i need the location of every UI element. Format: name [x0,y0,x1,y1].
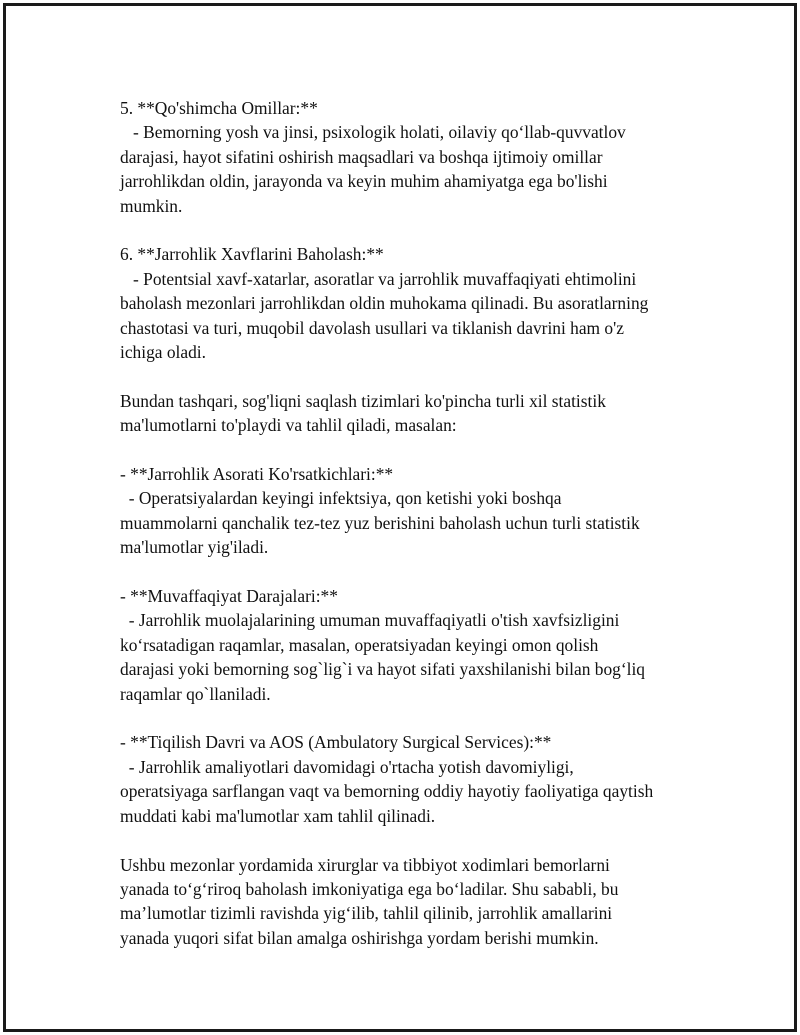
paragraph-line: - Potentsial xavf-xatarlar, asoratlar va jarrohlik muvaffaqiyati ehtimolini [120,268,637,289]
paragraph-line: chastotasi va turi, muqobil davolash usullari va tiklanish davrini ham o'z [120,317,624,338]
section-heading: 6. **Jarrohlik Xavflarini Baholash:** [120,244,384,265]
paragraph-line: muddati kabi ma'lumotlar xam tahlil qilinadi. [120,805,436,826]
paragraph-line: Bundan tashqari, sog'liqni saqlash tizimlari ko'pincha turli xil statistik [120,390,606,411]
paragraph-line: muammolarni qanchalik tez-tez yuz berishini baholash uchun turli statistik [120,512,640,533]
section-recovery-period-aos [120,730,680,828]
section-heading: - **Muvaffaqiyat Darajalari:** [120,586,338,607]
paragraph-line: - Bemorning yosh va jinsi, psixologik holati, oilaviy qo‘llab-quvvatlov [120,122,626,143]
paragraph-line: - Jarrohlik muolajalarining umuman muvaffaqiyatli o'tish xavfsizligini [120,610,620,631]
section-success-rates [120,584,680,706]
document-body [120,96,680,975]
paragraph-conclusion [120,853,680,951]
section-heading: 5. **Qo'shimcha Omillar:** [120,98,318,118]
section-heading: - **Jarrohlik Asorati Ko'rsatkichlari:** [120,464,394,485]
paragraph-line: - Operatsiyalardan keyingi infektsiya, qon ketishi yoki boshqa [120,488,562,509]
paragraph-line: yanada to‘g‘riroq baholash imkoniyatiga ega bo‘ladilar. Shu sababli, bu [120,878,619,899]
paragraph-line: ma'lumotlarni to'playdi va tahlil qiladi, masalan: [120,415,457,436]
section-heading: - **Tiqilish Davri va AOS (Ambulatory Surgical Services):** [120,732,552,753]
paragraph-line: ma’lumotlar tizimli ravishda yig‘ilib, tahlil qilinib, jarrohlik amallarini [120,903,613,924]
paragraph-line: Ushbu mezonlar yordamida xirurglar va tibbiyot xodimlari bemorlarni [120,854,610,875]
paragraph-line: darajasi, hayot sifatini oshirish maqsadlari va boshqa ijtimoiy omillar [120,146,603,167]
paragraph-line: operatsiyaga sarflangan vaqt va bemorning oddiy hayotiy faoliyatiga qaytish [120,781,654,802]
paragraph-line: yanada yuqori sifat bilan amalga oshirishga yordam berishi mumkin. [120,927,599,948]
paragraph-line: jarrohlikdan oldin, jarayonda va keyin muhim ahamiyatga ega bo'lishi [120,171,608,192]
paragraph-line: ko‘rsatadigan raqamlar, masalan, operatsiyadan keyingi omon qolish [120,634,599,655]
paragraph-line: darajasi yoki bemorning sog`lig`i va hayot sifati yaxshilanishi bilan bog‘liq [120,659,646,680]
paragraph-line: ichiga oladi. [120,342,206,363]
section-additional-factors [120,96,680,218]
paragraph-line: ma'lumotlar yig'iladi. [120,537,269,558]
document-page [3,3,797,1032]
paragraph-line: - Jarrohlik amaliyotlari davomidagi o'rtacha yotish davomiyligi, [120,756,574,777]
paragraph-line: baholash mezonlari jarrohlikdan oldin muhokama qilinadi. Bu asoratlarning [120,293,649,314]
paragraph-statistics-intro [120,389,680,438]
section-complication-indicators [120,462,680,560]
paragraph-line: mumkin. [120,195,183,216]
section-surgical-risk-assessment [120,242,680,364]
paragraph-line: raqamlar qo`llaniladi. [120,683,271,704]
